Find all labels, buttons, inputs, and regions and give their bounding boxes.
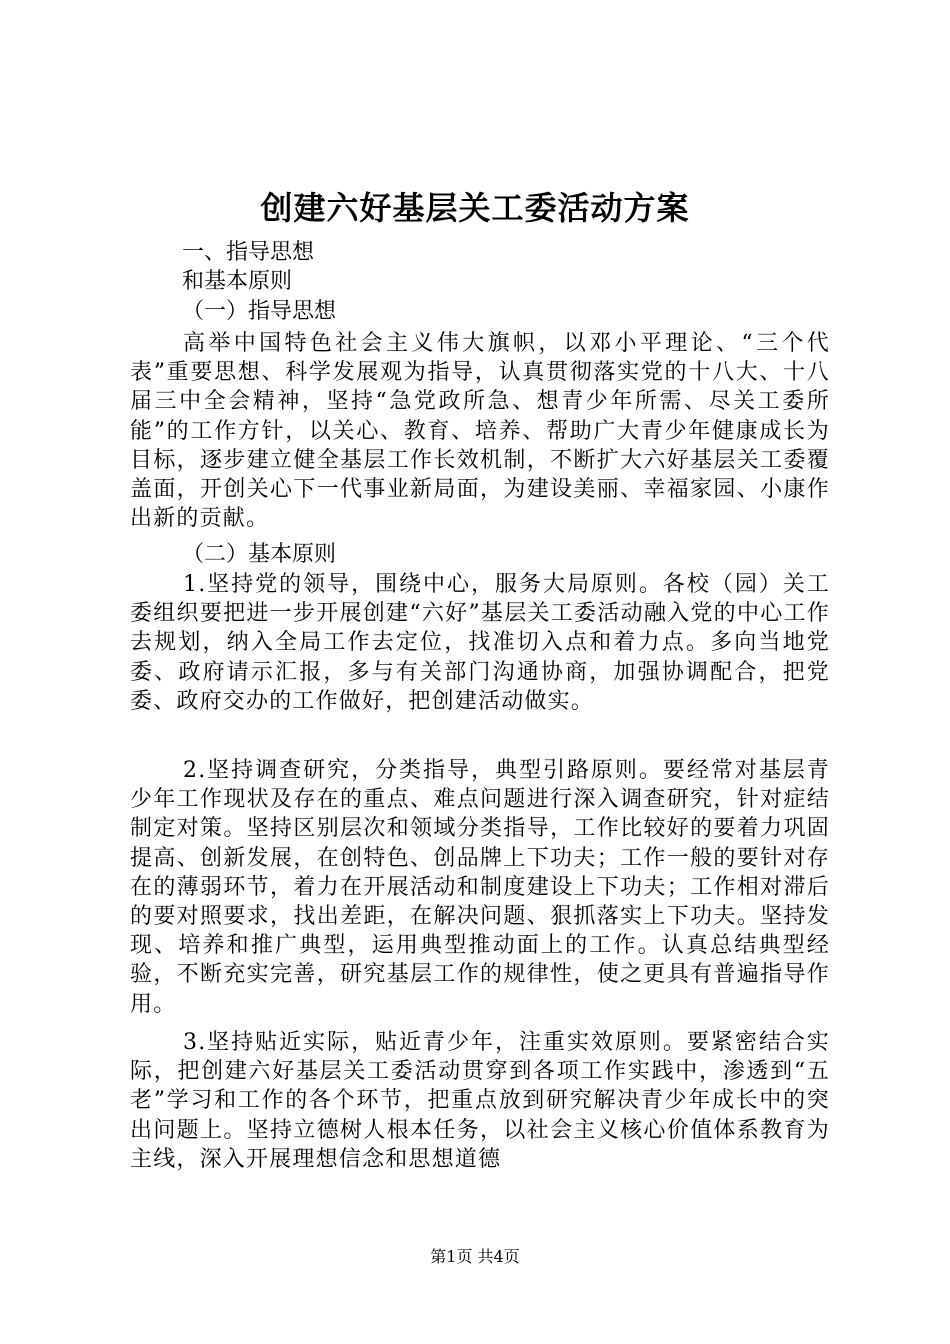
- principle-1-paragraph: 1.坚持党的领导，围绕中心，服务大局原则。各校（园）关工委组织要把进一步开展创建“六好”基层关工委活动融入党的中心工作去规划，纳入全局工作去定位，找准切入点和着力点。多向当地党委、政府请示汇报，多与有关部门沟通协商，加强协调配合，把党委、政府交办的工作做好，把创建活动做实。: [130, 572, 830, 714]
- principle-3-paragraph: 3.坚持贴近实际，贴近青少年，注重实效原则。要紧密结合实际，把创建六好基层关工委活动贯穿到各项工作实践中，渗透到“五老”学习和工作的各个环节，把重点放到研究解决青少年成长中的突出问题上。坚持立德树人根本任务，以社会主义核心价值体系教育为主线，深入开展理想信念和思想道德: [130, 1030, 830, 1172]
- guiding-thought-paragraph: 高举中国特色社会主义伟大旗帜，以邓小平理论、“三个代表”重要思想、科学发展观为指导，认真贯彻落实党的十八大、十八届三中全会精神，坚持“急党政所急、想青少年所需、尽关工委所能”的工作方针，以关心、教育、培养、帮助广大青少年健康成长为目标，逐步建立健全基层工作长效机制，不断扩大六好基层关工委覆盖面，开创关心下一代事业新局面，为建设美丽、幸福家园、小康作出新的贡献。: [130, 331, 830, 532]
- subsection2-heading: （二）基本原则: [182, 542, 337, 567]
- document-title: 创建六好基层关工委活动方案: [260, 189, 690, 227]
- section1-heading: 一、指导思想: [182, 240, 315, 265]
- principle-2-paragraph: 2.坚持调查研究，分类指导，典型引路原则。要经常对基层青少年工作现状及存在的重点、难点问题进行深入调查研究，针对症结制定对策。坚持区别层次和领域分类指导，工作比较好的要着力巩固提高、创新发展，在创特色、创品牌上下功夫；工作一般的要针对存在的薄弱环节，着力在开展活动和制度建设上下功夫；工作相对滞后的要对照要求，找出差距，在解决问题、狠抓落实上下功夫。坚持发现、培养和推广典型，运用典型推动面上的工作。认真总结典型经验，不断充实完善，研究基层工作的规律性，使之更具有普遍指导作用。: [130, 758, 830, 1017]
- page-number-footer: 第1页 共4页: [430, 1247, 520, 1266]
- section1-heading-continued: 和基本原则: [182, 269, 293, 294]
- subsection1-heading: （一）指导思想: [182, 299, 337, 324]
